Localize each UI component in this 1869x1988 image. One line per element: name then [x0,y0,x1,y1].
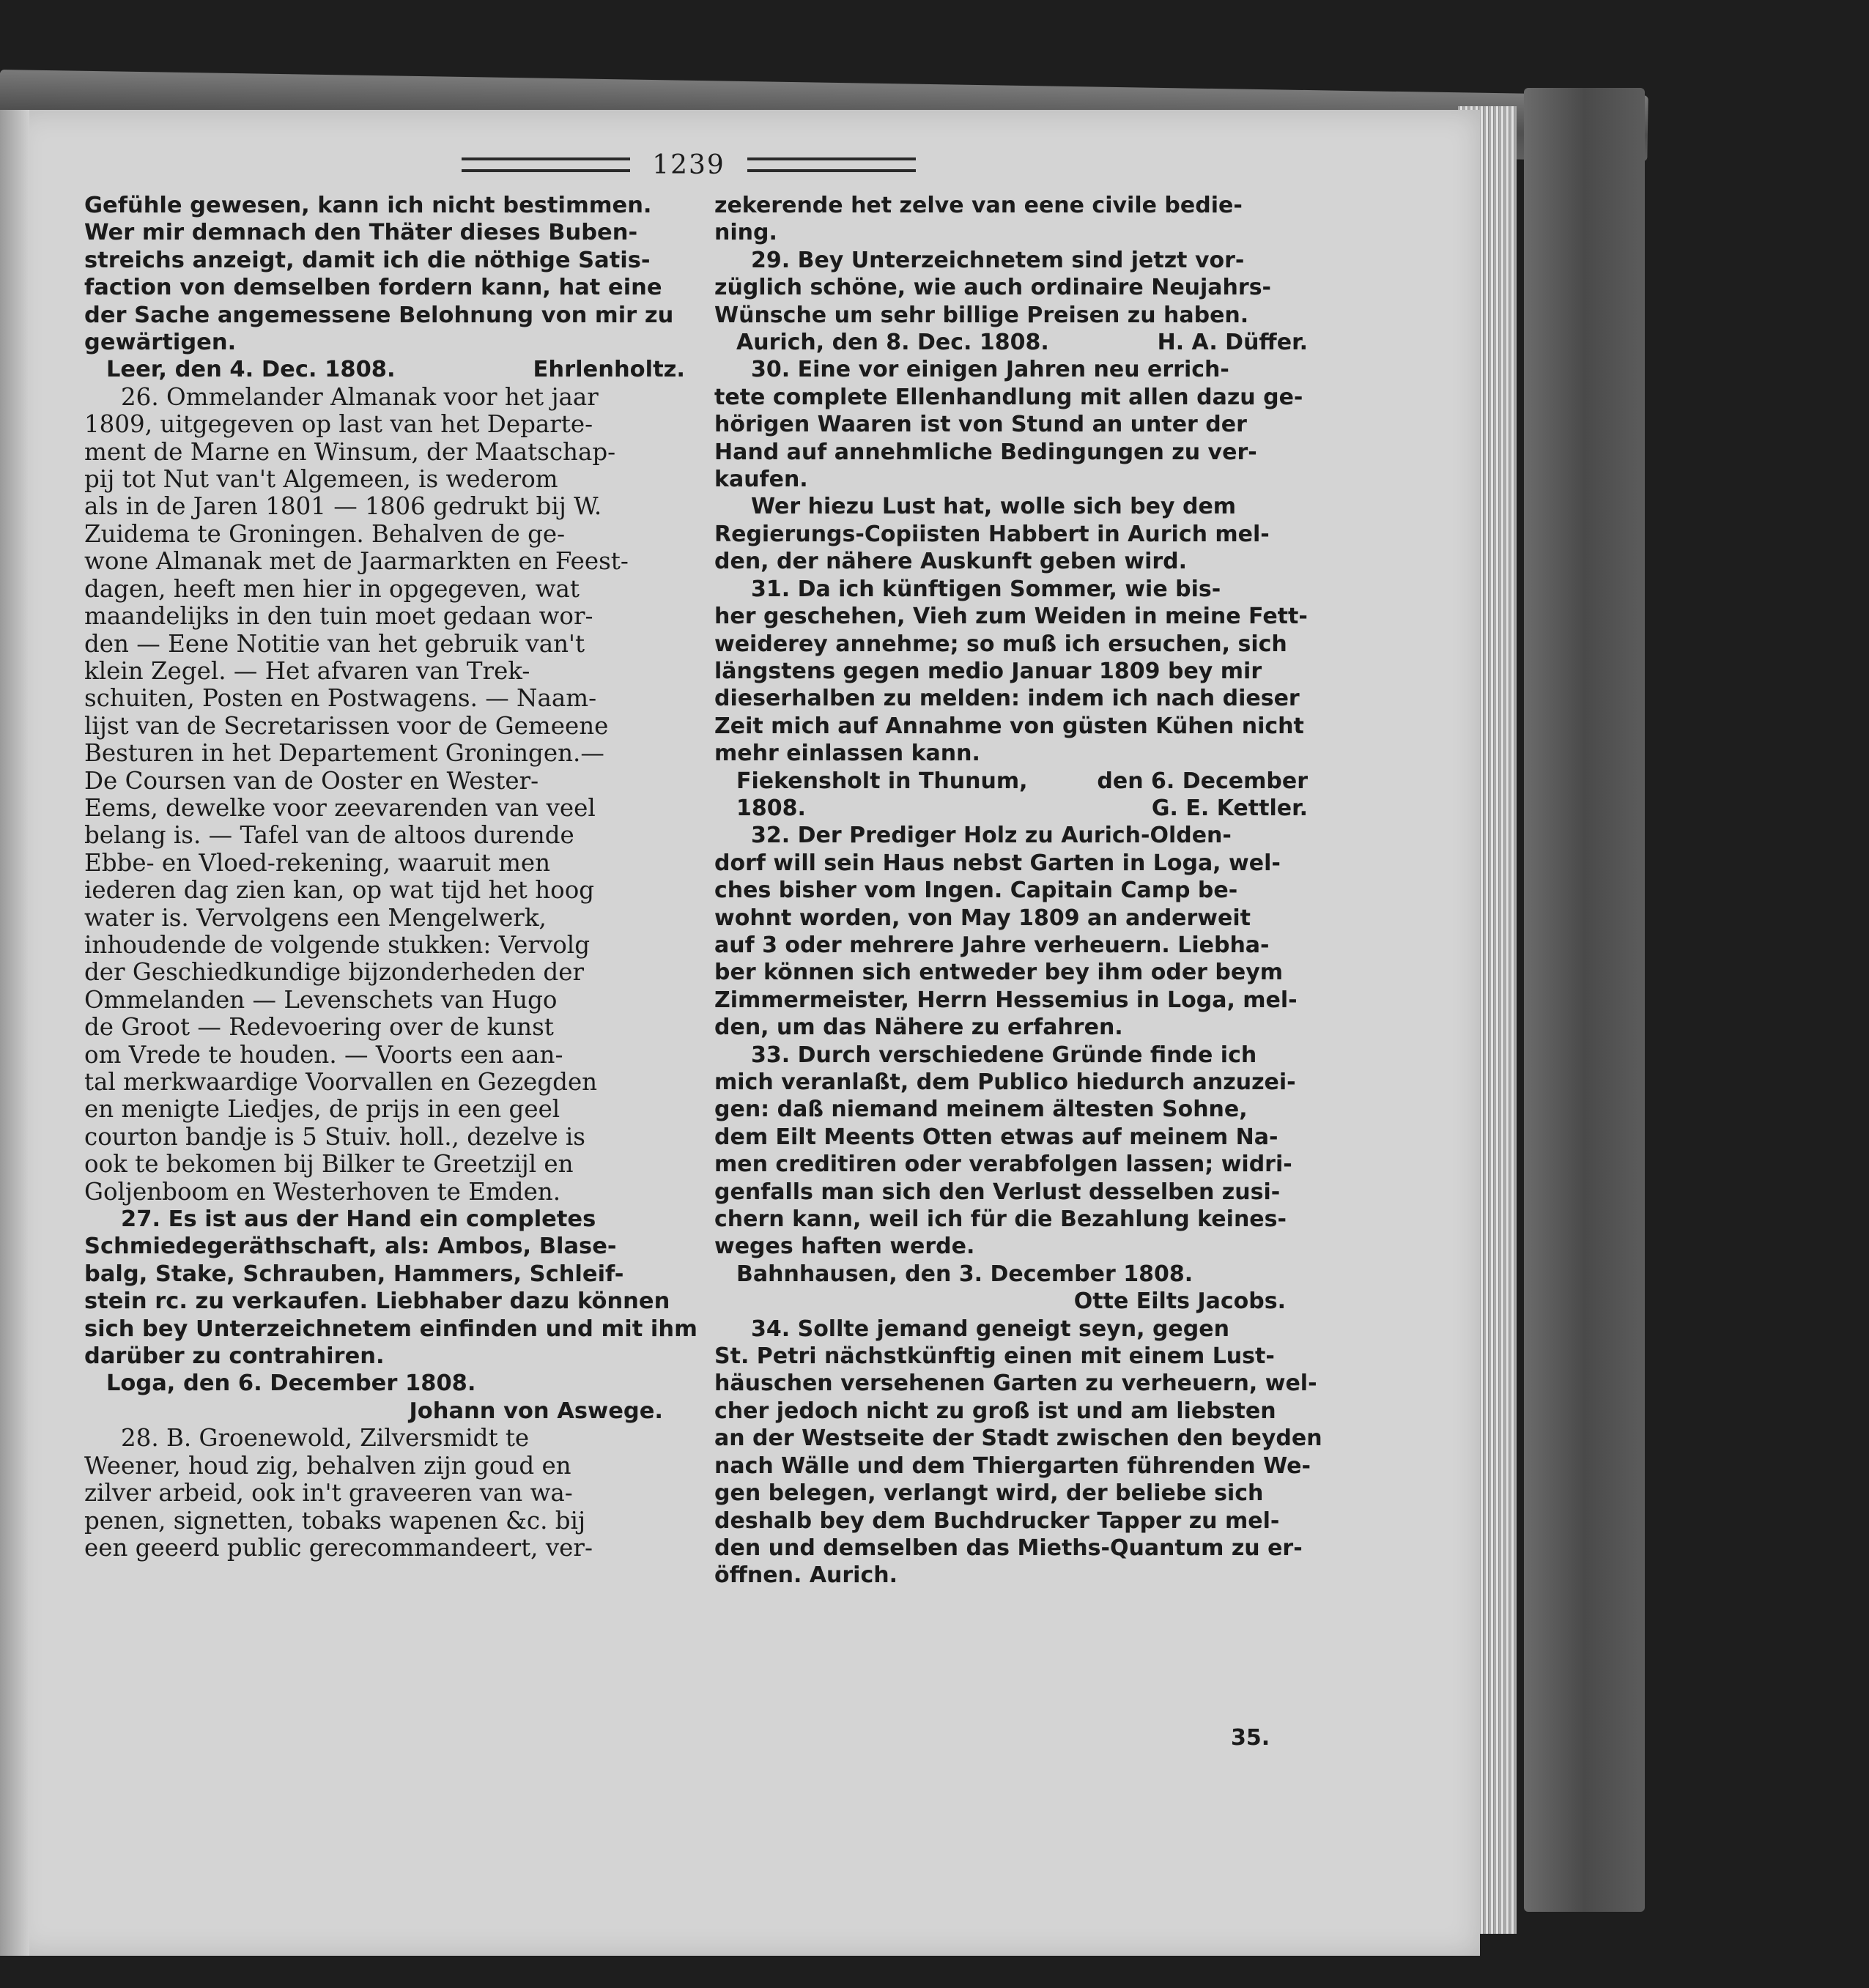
text-line: maandelijks in den tuin moet gedaan wor- [84,602,593,631]
text-block [714,768,1308,795]
text-line: deshalb bey dem Buchdrucker Tapper zu mel- [714,1507,1280,1534]
text-line: 33. Durch verschiedene Gründe finde ich [751,1042,1257,1068]
text-block [84,1206,697,1370]
text-line: om Vrede te houden. — Voorts een aan- [84,1040,563,1069]
text-line: inhoudende de volgende stukken: Vervolg [84,930,591,959]
text-line: Ommelanden — Levenschets van Hugo [84,985,558,1014]
left-column [84,192,697,1562]
text-line: ber können sich entweder bey ihm oder beym [714,960,1284,986]
text-line: dieserhalben zu melden: indem ich nach dieser [714,686,1300,712]
text-line: öffnen. Aurich. [714,1562,898,1589]
right-column [714,192,1322,1590]
signature-place-date: Leer, den 4. Dec. 1808. [106,357,396,383]
page-header [447,150,930,179]
text-line: den und demselben das Mieths-Quantum zu er- [714,1535,1303,1561]
signature-place-date: Fiekensholt in Thunum, [736,768,1028,794]
signature-name: H. A. Düffer. [1157,330,1308,356]
text-line: penen, signetten, tobaks wapenen &c. bij [84,1506,586,1535]
text-line: nach Wälle und dem Thiergarten führenden We- [714,1453,1311,1479]
text-line: ches bisher vom Ingen. Capitain Camp be- [714,878,1238,904]
text-line: der Geschiedkundige bijzonderheden der [84,958,584,987]
text-line: weges haften werde. [714,1234,975,1260]
text-block [84,1370,685,1397]
text-line: gen belegen, verlangt wird, der beliebe sich [714,1480,1264,1507]
text-block [714,1042,1308,1261]
text-line: gewärtigen. [84,330,237,356]
text-line: en menigte Liedjes, de prijs in een geel [84,1095,560,1124]
signature-place-date: Aurich, den 8. Dec. 1808. [736,330,1049,356]
text-line: Gefühle gewesen, kann ich nicht bestimmen. [84,193,652,218]
signature-name: Otte Eilts Jacobs. [1073,1288,1286,1315]
text-line: 26. Ommelander Almanak voor het jaar [121,382,599,411]
text-line: Eems, dewelke voor zeevarenden van veel [84,793,596,822]
header-rule-right [747,157,916,172]
text-line: 28. B. Groenewold, Zilversmidt te [121,1424,530,1453]
text-line: Zuidema te Groningen. Behalven de ge- [84,519,566,548]
text-line: lijst van de Secretarissen voor de Gemeene [84,711,609,740]
text-line: balg, Stake, Schrauben, Hammers, Schleif- [84,1261,624,1287]
text-line: weiderey annehme; so muß ich ersuchen, sich [714,631,1287,657]
text-line: faction von demselben fordern kann, hat eine [84,275,662,301]
text-line: schuiten, Posten en Postwagens. — Naam- [84,684,597,713]
text-line: 29. Bey Unterzeichnetem sind jetzt vor- [751,247,1245,273]
text-line: 1809, uitgegeven op last van het Departe- [84,410,593,439]
text-line: iederen dag zien kan, op wat tijd het hoog [84,876,595,905]
text-block [714,192,1308,247]
text-line: darüber zu contrahiren. [84,1343,385,1370]
text-line: men creditiren oder verabfolgen lassen; widri- [714,1151,1292,1178]
text-line: gen: daß niemand meinem ältesten Sohne, [714,1097,1248,1123]
text-line: streichs anzeigt, damit ich die nöthige Satis- [84,247,651,273]
text-line: her geschehen, Vieh zum Weiden in meine Fett- [714,604,1308,630]
text-line: an der Westseite der Stadt zwischen den beyden [714,1425,1322,1452]
text-line: ook te bekomen bij Bilker te Greetzijl en [84,1150,574,1179]
text-block [714,1261,1308,1288]
text-block [714,356,1308,575]
text-line: der Sache angemessene Belohnung von mir zu [84,302,674,328]
text-line: De Coursen van de Ooster en Wester- [84,766,539,795]
text-line: ning. [714,220,777,246]
text-block [84,192,685,356]
text-line: den, um das Nähere zu erfahren. [714,1015,1123,1041]
text-block [84,384,685,1206]
text-line: sich bey Unterzeichnetem einfinden und mit ihm [84,1316,697,1342]
text-line: water is. Vervolgens een Mengelwerk, [84,903,547,932]
text-line: häuschen versehenen Garten zu verheuern, wel- [714,1371,1317,1397]
text-line: belang is. — Tafel van de altoos durende [84,821,574,850]
gutter [0,110,29,1956]
text-line: wohnt worden, von May 1809 an anderweit [714,905,1251,931]
text-block [714,576,1308,768]
text-line: züglich schöne, wie auch ordinaire Neujahrs- [714,275,1272,301]
text-line: zilver arbeid, ook in't graveeren van wa- [84,1479,573,1507]
signature-place-date: 1808. [736,795,806,821]
text-block [84,1398,685,1425]
text-line: dorf will sein Haus nebst Garten in Loga, wel- [714,850,1281,876]
text-line: dagen, heeft men hier in opgegeven, wat [84,574,580,603]
signature-name: Ehrlenholtz. [533,357,685,383]
text-block [714,822,1308,1041]
text-block [714,1288,1308,1315]
text-line: stein rc. zu verkaufen. Liebhaber dazu können [84,1288,670,1315]
catchword: 35. [1231,1725,1270,1751]
text-line: den — Eene Notitie van het gebruik van't [84,629,585,658]
text-line: kaufen. [714,467,808,493]
text-line: Wer mir demnach den Thäter dieses Buben- [84,220,638,246]
text-line: Besturen in het Departement Groningen.— [84,739,604,768]
text-line: genfalls man sich den Verlust desselben zusi- [714,1179,1281,1205]
text-line: als in de Jaren 1801 — 1806 gedrukt bij W. [84,492,602,521]
text-block [714,329,1308,356]
text-line: Wünsche um sehr billige Preisen zu haben. [714,302,1249,328]
text-block [714,795,1308,822]
text-line: de Groot — Redevoering over de kunst [84,1013,554,1042]
text-line: 30. Eine vor einigen Jahren neu errich- [751,357,1229,383]
signature-name: G. E. Kettler. [1151,795,1308,821]
text-line: Weener, houd zig, behalven zijn goud en [84,1451,571,1480]
text-line: längstens gegen medio Januar 1809 bey mir [714,658,1262,684]
text-line: klein Zegel. — Het afvaren van Trek- [84,656,530,685]
text-line: Zeit mich auf Annahme von güsten Kühen nicht [714,713,1304,739]
place-date: Bahnhausen, den 3. December 1808. [736,1261,1193,1287]
text-block [714,1316,1322,1590]
text-line: Regierungs-Copiisten Habbert in Aurich mel- [714,521,1270,547]
text-line: Hand auf annehmliche Bedingungen zu ver- [714,439,1257,465]
book-cover-right [1524,88,1645,1912]
text-line: courton bandje is 5 Stuiv. holl., dezelve is [84,1122,585,1151]
text-line: den, der nähere Auskunft geben wird. [714,549,1188,575]
text-line: Ebbe- en Vloed-rekening, waaruit men [84,848,551,877]
text-line: tete complete Ellenhandlung mit allen dazu ge- [714,384,1303,410]
text-line: cher jedoch nicht zu groß ist und am liebsten [714,1398,1276,1424]
text-line: tal merkwaardige Voorvallen en Gezegden [84,1068,598,1096]
place-date: Loga, den 6. December 1808. [106,1371,476,1397]
text-line: zekerende het zelve van eene civile bedie- [714,193,1243,218]
text-block [84,356,685,383]
text-line: Zimmermeister, Herrn Hessemius in Loga, mel- [714,987,1298,1013]
text-block [84,1425,685,1562]
text-block [714,247,1308,329]
text-line: mehr einlassen kann. [714,741,980,767]
text-line: chern kann, weil ich für die Bezahlung keines- [714,1206,1287,1233]
text-line: auf 3 oder mehrere Jahre verheuern. Liebha- [714,932,1270,958]
text-line: dem Eilt Meents Otten etwas auf meinem Na- [714,1124,1278,1150]
text-line: Wer hiezu Lust hat, wolle sich bey dem [751,494,1237,520]
text-line: 31. Da ich künftigen Sommer, wie bis- [751,576,1221,602]
signature-name: den 6. December [1097,768,1308,794]
text-line: ment de Marne en Winsum, der Maatschap- [84,437,616,466]
text-line: 34. Sollte jemand geneigt seyn, gegen [751,1316,1229,1342]
signature-name: Johann von Aswege. [409,1398,663,1424]
text-line: Schmiedegeräthschaft, als: Ambos, Blase- [84,1234,617,1260]
text-line: mich veranlaßt, dem Publico hiedurch anzuzei- [714,1069,1296,1095]
text-line: hörigen Waaren ist von Stund an unter der [714,412,1247,438]
text-line: pij tot Nut van't Algemeen, is wederom [84,465,558,494]
header-rule-left [462,157,630,172]
text-line: een geeerd public gerecommandeert, ver- [84,1533,593,1562]
text-line: 27. Es ist aus der Hand ein completes [121,1206,596,1233]
text-line: Goljenboom en Westerhoven te Emden. [84,1177,561,1206]
text-line: wone Almanak met de Jaarmarkten en Feest- [84,547,629,576]
text-line: 32. Der Prediger Holz zu Aurich-Olden- [751,823,1232,849]
text-line: St. Petri nächstkünftig einen mit einem Lust- [714,1343,1275,1370]
page-number: 1239 [652,149,725,180]
